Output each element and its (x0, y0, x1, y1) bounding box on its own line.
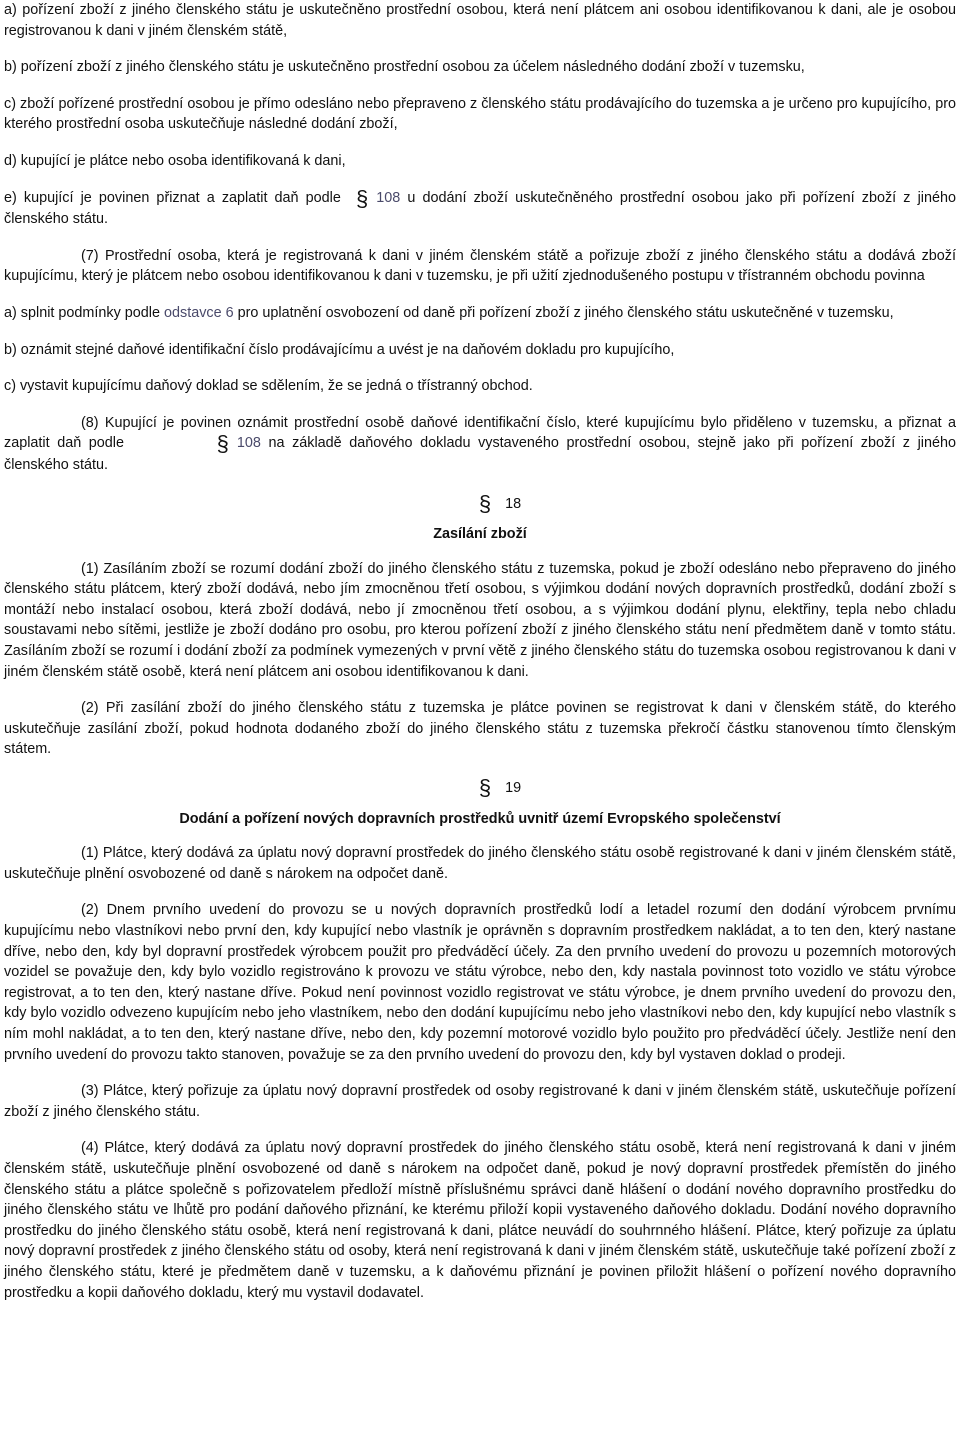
paragraph-7-item-c: c) vystavit kupujícímu daňový doklad se sdělením, že se jedná o třístranný obchod. (4, 378, 533, 395)
item-d-text: d) kupující je plátce nebo osoba identifikovaná k dani, (4, 152, 346, 169)
paragraph-7-item-b: b) oznámit stejné daňové identifikační číslo prodávajícímu a uvést je na daňovém dokladu pro kupujícího, (4, 341, 675, 358)
section-19-paragraph-3: (3) Plátce, který pořizuje za úplatu nový dopravní prostředek od osoby registrované k dani v jiném členském státě, uskutečňuje pořízení zboží z jiného členského státu. (4, 1083, 956, 1120)
item-c-text: c) zboží pořízené prostřední osobou je přímo odesláno nebo přepraveno z členského státu prodávajícího do tuzemska a je určeno pro kupujícího, pro kterého prostřední osoba uskutečňuje následné dodání zboží, (4, 95, 956, 133)
subsection-reference-link[interactable]: odstavce 6 (164, 304, 234, 321)
section-reference-link[interactable]: 108 (236, 435, 261, 452)
p8-before: (8) Kupující je povinen oznámit prostřední osobě daňové identifikační číslo, které kupujícímu bylo přiděleno v tuzemsku, a přiznat a zaplatit daň podle (4, 414, 956, 452)
paragraph-7-intro: (7) Prostřední osoba, která je registrovaná k dani v jiném členském státě a pořizuje zboží z jiného členského státu a dodává zboží kupujícímu, který je plátcem nebo osobou identifikovanou k dani v tuzemsku, je při užití zjednodušeného postupu v třístranném obchodu povinna (4, 247, 956, 285)
section-19-title: Dodání a pořízení nových dopravních prostředků uvnitř území Evropského společenství (179, 810, 781, 827)
section-19-paragraph-1: (1) Plátce, který dodává za úplatu nový dopravní prostředek do jiného členského státu osobě registrované k dani v jiném členském státě, uskutečňuje plnění osvobozené od daně s nárokem na odpočet daně. (4, 845, 956, 882)
section-18-paragraph-1: (1) Zasíláním zboží se rozumí dodání zboží do jiného členského státu z tuzemska, pokud je zboží odesláno nebo přepraveno do jiného členského státu plátcem, který zboží dodává, nebo jím zmocněnou třetí osobou, s výjimkou dodání nových dopravních prostředků, dodání zboží s montáží nebo instalací osobou, která zboží dodává, nebo jí zmocněnou třetí osobou, a s výjimkou dodání plynu, elektřiny, tepla nebo chladu soustavami nebo sítěmi, jestliže je zboží dodáno pro osobu, pro kterou pořízení zboží z jiného členského státu není předmětem daně v tomto státu. Zasíláním zboží se rozumí i dodání zboží za podmínek vymezených v první větě z jiného členského státu do tuzemska osobou registrovanou k dani v jiném členském státě osobě, která není plátcem ani osobou identifikovanou k dani. (4, 560, 956, 680)
item-a-text: a) pořízení zboží z jiného členského státu je uskutečněno prostřední osobou, která není plátcem ani osobou identifikovanou k dani, ale je osobou registrovanou k dani v jiném členském státě, (4, 2, 956, 39)
p7a-after: pro uplatnění osvobození od daně při pořízení zboží z jiného členského státu uskutečněné v tuzemsku, (237, 304, 894, 321)
paragraph-7-item-a (4, 303, 956, 324)
item-e-text (4, 185, 956, 230)
item-e-before: e) kupující je povinen přiznat a zaplatit daň podle (4, 189, 341, 206)
item-b-text: b) pořízení zboží z jiného členského státu je uskutečněno prostřední osobou za účelem následného dodání zboží v tuzemsku, (4, 59, 805, 76)
item-e-after: u dodání zboží uskutečněného prostřední osobou jako při pořízení zboží z jiného členského státu. (4, 189, 956, 228)
section-sign-icon: § (216, 431, 229, 457)
p7a-before: a) splnit podmínky podle (4, 304, 160, 321)
section-sign-icon: § (356, 185, 369, 211)
section-19-number: § 19 (478, 775, 522, 801)
section-18-number: § 18 (478, 490, 522, 516)
section-18-title: Zasílání zboží (433, 526, 527, 543)
section-19-paragraph-2: (2) Dnem prvního uvedení do provozu se u nových dopravních prostředků lodí a letadel rozumí den dodání výrobcem prvnímu kupujícímu nebo vlastníkovi nebo první den, kdy kupující nebo vlastník je oprávněn s dopravním prostředkem nakládat, a to ten den, který nastane dříve, nebo den, kdy byl dopravní prostředek výrobcem použit pro předváděcí účely. Za den prvního uvedení do provozu u pozemních motorových vozidel se považuje den, kdy bylo vozidlo registrováno k provozu ve státu výrobce, nebo den, kdy nastala povinnost toto vozidlo ve státu výrobce registrovat, a to ten den, který nastane dříve. Pokud není povinnost vozidlo registrovat ve státu výrobce, je dnem prvního uvedení do provozu den, kdy bylo vozidlo odvezeno kupujícím nebo jeho vlastníkem, nebo den dodání kupujícímu nebo jeho vlastníkovi nebo den, kdy kupující nebo vlastník s ním mohl nakládat, a to ten den, který nastane dříve, nebo den, kdy pozemní motorové vozidlo bylo použito pro předváděcí účely. Jestliže není den prvního uvedení do provozu takto stanoven, považuje se za den prvního uvedení do provozu den, kdy byl vystaven doklad o prodeji. (4, 902, 956, 1063)
section-sign-icon: § (478, 775, 492, 801)
section-reference-link[interactable]: 108 (376, 189, 401, 206)
section-19-paragraph-4: (4) Plátce, který dodává za úplatu nový dopravní prostředek do jiného členského státu osobě, která není registrovaná k dani v jiném členském státě, uskutečňuje plnění osvobozené od daně s nárokem na odpočet daně, pokud je nový dopravní prostředek přemístěn do jiného členského státu a plátce společně s pořizovatelem předloží místně příslušnému správci daně hlášení o dodání nového dopravního prostředku do jiného členského státu ve lhůtě pro podání daňového přiznání, ke kterému přiloží kopii vystaveného daňového dokladu. Dodání nového dopravního prostředku do jiného členského státu osobě, která není registrovaná k dani, plátce neuvádí do souhrnného hlášení. Plátce, který pořizuje za úplatu nový dopravní prostředek z jiného členského státu od osoby, která není registrovaná k dani v jiném členském státě, uskutečňuje také pořízení zboží z jiného členského státu, které je předmětem daně v tuzemsku, a k daňovému přiznání je povinen přiložit hlášení o pořízení nového dopravního prostředku a kopii daňového dokladu, který mu vystavil dodavatel. (4, 1140, 956, 1301)
p8-after: na základě daňového dokladu vystaveného prostřední osobou, stejně jako při pořízení zboží z jiného členského státu. (4, 435, 956, 473)
paragraph-8 (4, 413, 956, 476)
section-sign-icon: § (478, 490, 492, 516)
section-18-paragraph-2: (2) Při zasílání zboží do jiného členského státu z tuzemska je plátce povinen se registrovat k dani v členském státě, do kterého uskutečňuje zasílání zboží, pokud hodnota dodaného zboží do jiného členského státu z tuzemska překročí částku stanovenou tímto členským státem. (4, 700, 956, 758)
